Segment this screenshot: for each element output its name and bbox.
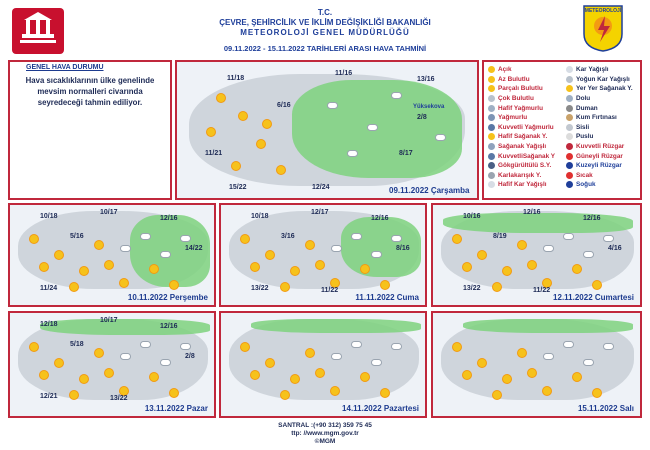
main-map-day-label: 09.11.2022 Çarşamba: [389, 186, 470, 195]
sunny-icon: [70, 391, 78, 399]
legend-icon: [566, 85, 573, 92]
day-label: 13.11.2022 Pazar: [144, 404, 208, 413]
cloud-icon: [391, 235, 402, 242]
day-forecast-map: [431, 203, 642, 307]
sunny-icon: [263, 120, 271, 128]
sunny-icon: [573, 265, 581, 273]
legend-item: Yağmurlu: [488, 113, 564, 123]
legend-icon: [488, 133, 495, 140]
legend-item: Açık: [488, 65, 564, 75]
temperature-label: 3/16: [281, 233, 295, 240]
legend-item: Soğuk: [566, 180, 642, 190]
sunny-icon: [528, 369, 536, 377]
temperature-label: 5/18: [70, 341, 84, 348]
day-forecast-map: [219, 311, 427, 418]
cloud-icon: [603, 235, 614, 242]
footer-website: ttp: //www.mgm.gov.tr: [291, 430, 359, 437]
summary-title: GENEL HAVA DURUMU: [26, 64, 104, 71]
day-label: 11.11.2022 Cuma: [355, 293, 419, 302]
sunny-icon: [361, 373, 369, 381]
main-temp: 11/16: [335, 70, 353, 77]
sunny-icon: [266, 251, 274, 259]
legend-icon: [566, 95, 573, 102]
legend-box: [482, 60, 642, 200]
legend-item: KuvvetliSağanak Y: [488, 151, 564, 161]
sunny-icon: [80, 375, 88, 383]
legend-icon: [488, 181, 495, 188]
legend-item: Sisli: [566, 123, 642, 133]
sunny-icon: [478, 359, 486, 367]
temperature-label: 11/22: [533, 287, 551, 294]
day-forecast-map: [8, 203, 216, 307]
legend-icon: [566, 172, 573, 179]
temperature-label: 10/17: [100, 317, 118, 324]
sunny-icon: [331, 387, 339, 395]
header-org: T.C.: [317, 8, 333, 17]
day-forecast-map: [431, 311, 642, 418]
sunny-icon: [266, 359, 274, 367]
main-temp: 13/16: [417, 76, 435, 83]
sunny-icon: [241, 343, 249, 351]
legend-item: Kuvvetli Yağmurlu: [488, 123, 564, 133]
legend-item: Sağanak Yağışlı: [488, 142, 564, 152]
sunny-icon: [543, 387, 551, 395]
legend-icon: [566, 105, 573, 112]
day-label: 14.11.2022 Pazartesi: [342, 404, 419, 413]
temperature-label: 2/8: [185, 353, 195, 360]
cloud-icon: [120, 245, 131, 252]
legend-icon: [566, 133, 573, 140]
legend-item: Kuvvetli Rüzgar: [566, 142, 642, 152]
sunny-icon: [95, 241, 103, 249]
main-temp: 6/16: [277, 102, 291, 109]
cloud-icon: [120, 353, 131, 360]
legend-right-column: [566, 65, 642, 190]
summary-text: Hava sıcaklıklarının ülke genelinde mevsim normalleri civarında seyredeceği tahmin ediliyor.: [25, 76, 155, 107]
temperature-label: 12/21: [40, 393, 58, 400]
cloud-icon: [371, 251, 382, 258]
sunny-icon: [40, 371, 48, 379]
sunny-icon: [306, 349, 314, 357]
sunny-icon: [120, 387, 128, 395]
sunny-icon: [493, 283, 501, 291]
temperature-label: 11/24: [40, 285, 58, 292]
main-temp: 15/22: [229, 184, 247, 191]
legend-item: Çok Bulutlu: [488, 94, 564, 104]
cloud-icon: [351, 233, 362, 240]
legend-item: Karlakarışık Y.: [488, 171, 564, 181]
temperature-label: 12/16: [583, 215, 601, 222]
cloud-icon: [371, 359, 382, 366]
sunny-icon: [503, 375, 511, 383]
cloud-icon: [583, 251, 594, 258]
sunny-icon: [381, 389, 389, 397]
temperature-label: 12/16: [160, 215, 178, 222]
temperature-label: 12/16: [371, 215, 389, 222]
cloud-icon: [180, 235, 191, 242]
main-temp: 2/8: [417, 114, 427, 121]
sunny-icon: [306, 241, 314, 249]
temperature-label: 11/22: [321, 287, 339, 294]
sunny-icon: [478, 251, 486, 259]
temperature-label: 13/22: [463, 285, 481, 292]
sunny-icon: [503, 267, 511, 275]
footer-copyright: ©MGM: [314, 438, 336, 445]
day-forecast-map: [8, 311, 216, 418]
sunny-icon: [453, 343, 461, 351]
day-label: 12.11.2022 Cumartesi: [553, 293, 634, 302]
sunny-icon: [241, 235, 249, 243]
sunny-icon: [543, 279, 551, 287]
temperature-label: 10/18: [40, 213, 58, 220]
sunny-icon: [239, 112, 247, 120]
footer-phone: SANTRAL :(+90 312) 359 75 45: [278, 422, 372, 429]
temperature-label: 10/18: [251, 213, 269, 220]
legend-icon: [488, 162, 495, 169]
temperature-label: 10/17: [100, 209, 118, 216]
sunny-icon: [518, 241, 526, 249]
day-label: 15.11.2022 Salı: [577, 404, 634, 413]
sunny-icon: [55, 359, 63, 367]
cloud-icon: [331, 245, 342, 252]
legend-left-column: [488, 65, 564, 190]
temperature-label: 13/22: [110, 395, 128, 402]
legend-item: Parçalı Bulutlu: [488, 84, 564, 94]
rain-area: [251, 319, 421, 333]
rain-area: [463, 319, 633, 333]
legend-item: Duman: [566, 103, 642, 113]
cloud-icon: [563, 341, 574, 348]
sunny-icon: [277, 166, 285, 174]
legend-item: Dolu: [566, 94, 642, 104]
sunny-icon: [316, 369, 324, 377]
legend-item: Yer Yer Sağanak Y.: [566, 84, 642, 94]
sunny-icon: [361, 265, 369, 273]
sunny-icon: [281, 283, 289, 291]
legend-icon: [488, 76, 495, 83]
legend-item: Kum Fırtınası: [566, 113, 642, 123]
sunny-icon: [593, 281, 601, 289]
cloud-icon: [180, 343, 191, 350]
cloud-icon: [603, 343, 614, 350]
temperature-label: 12/18: [40, 321, 58, 328]
legend-item: Az Bulutlu: [488, 75, 564, 85]
cloud-icon: [140, 233, 151, 240]
legend-icon: [488, 114, 495, 121]
sunny-icon: [80, 267, 88, 275]
sunny-icon: [150, 265, 158, 273]
sunny-icon: [95, 349, 103, 357]
sunny-icon: [232, 162, 240, 170]
sunny-icon: [518, 349, 526, 357]
summary-box: [8, 60, 172, 200]
cloud-icon: [331, 353, 342, 360]
temperature-label: 12/16: [523, 209, 541, 216]
cloud-icon: [563, 233, 574, 240]
temperature-label: 13/22: [251, 285, 269, 292]
cloud-icon: [327, 102, 338, 109]
legend-item: Hafif Sağanak Y.: [488, 132, 564, 142]
sunny-icon: [40, 263, 48, 271]
sunny-icon: [55, 251, 63, 259]
sunny-icon: [573, 373, 581, 381]
legend-icon: [488, 124, 495, 131]
legend-item: Gökgürültülü S.Y.: [488, 161, 564, 171]
legend-icon: [488, 66, 495, 73]
sunny-icon: [331, 279, 339, 287]
sunny-icon: [593, 389, 601, 397]
legend-item: Kar Yağışlı: [566, 65, 642, 75]
sunny-icon: [281, 391, 289, 399]
legend-item: Hafif Kar Yağışlı: [488, 180, 564, 190]
temperature-label: 4/16: [608, 245, 622, 252]
legend-item: Sıcak: [566, 171, 642, 181]
legend-icon: [488, 105, 495, 112]
sunny-icon: [251, 263, 259, 271]
legend-icon: [566, 76, 573, 83]
cloud-icon: [160, 251, 171, 258]
rain-area: [40, 319, 210, 335]
sunny-icon: [291, 375, 299, 383]
temperature-label: 12/17: [311, 209, 329, 216]
day-forecast-map: [219, 203, 427, 307]
legend-icon: [566, 162, 573, 169]
legend-icon: [566, 143, 573, 150]
legend-item: Hafif Yağmurlu: [488, 103, 564, 113]
legend-icon: [488, 172, 495, 179]
legend-icon: [566, 153, 573, 160]
header-agency: METEOROLOJİ GENEL MÜDÜRLÜĞÜ: [240, 28, 410, 37]
legend-item: Puslu: [566, 132, 642, 142]
sunny-icon: [120, 279, 128, 287]
sunny-icon: [170, 389, 178, 397]
cloud-icon: [391, 92, 402, 99]
sunny-icon: [381, 281, 389, 289]
legend-icon: [488, 95, 495, 102]
sunny-icon: [105, 261, 113, 269]
header-date-range: 09.11.2022 - 15.11.2022 TARİHLERİ ARASI HAVA TAHMİNİ: [223, 44, 427, 53]
sunny-icon: [105, 369, 113, 377]
main-temp: 8/17: [399, 150, 413, 157]
mgm-logo-text: METEOROLOJİ: [584, 8, 622, 14]
cloud-icon: [351, 341, 362, 348]
header-ministry: ÇEVRE, ŞEHİRCİLİK VE İKLİM DEĞİŞİKLİĞİ BAKANLIĞI: [219, 18, 431, 27]
day-label: 10.11.2022 Perşembe: [127, 293, 208, 302]
cloud-icon: [140, 341, 151, 348]
legend-item: Kuzeyli Rüzgar: [566, 161, 642, 171]
temperature-label: 12/16: [160, 323, 178, 330]
sunny-icon: [170, 281, 178, 289]
main-map-region-label: Yüksekova: [413, 104, 445, 110]
sunny-icon: [30, 235, 38, 243]
sunny-icon: [30, 343, 38, 351]
legend-icon: [566, 114, 573, 121]
sunny-icon: [316, 261, 324, 269]
cloud-icon: [543, 353, 554, 360]
legend-item: Yoğun Kar Yağışlı: [566, 75, 642, 85]
temperature-label: 5/16: [70, 233, 84, 240]
legend-icon: [566, 66, 573, 73]
cloud-icon: [435, 134, 446, 141]
main-temp: 11/21: [205, 150, 223, 157]
sunny-icon: [463, 371, 471, 379]
sunny-icon: [493, 391, 501, 399]
cloud-icon: [543, 245, 554, 252]
legend-icon: [488, 143, 495, 150]
legend-icon: [488, 85, 495, 92]
sunny-icon: [251, 371, 259, 379]
cloud-icon: [367, 124, 378, 131]
legend-icon: [566, 181, 573, 188]
sunny-icon: [70, 283, 78, 291]
sunny-icon: [291, 267, 299, 275]
cloud-icon: [160, 359, 171, 366]
temperature-label: 14/22: [185, 245, 203, 252]
main-temp: 12/24: [312, 184, 330, 191]
temperature-label: 10/16: [463, 213, 481, 220]
sunny-icon: [257, 140, 265, 148]
cloud-icon: [583, 359, 594, 366]
sunny-icon: [217, 94, 225, 102]
cloud-icon: [391, 343, 402, 350]
sunny-icon: [528, 261, 536, 269]
temperature-label: 8/19: [493, 233, 507, 240]
legend-icon: [566, 124, 573, 131]
sunny-icon: [150, 373, 158, 381]
legend-item: Güneyli Rüzgar: [566, 151, 642, 161]
sunny-icon: [207, 128, 215, 136]
cloud-icon: [347, 150, 358, 157]
legend-icon: [488, 153, 495, 160]
temperature-label: 8/16: [396, 245, 410, 252]
sunny-icon: [453, 235, 461, 243]
sunny-icon: [463, 263, 471, 271]
main-temp: 11/18: [227, 75, 245, 82]
main-map: [175, 60, 479, 200]
